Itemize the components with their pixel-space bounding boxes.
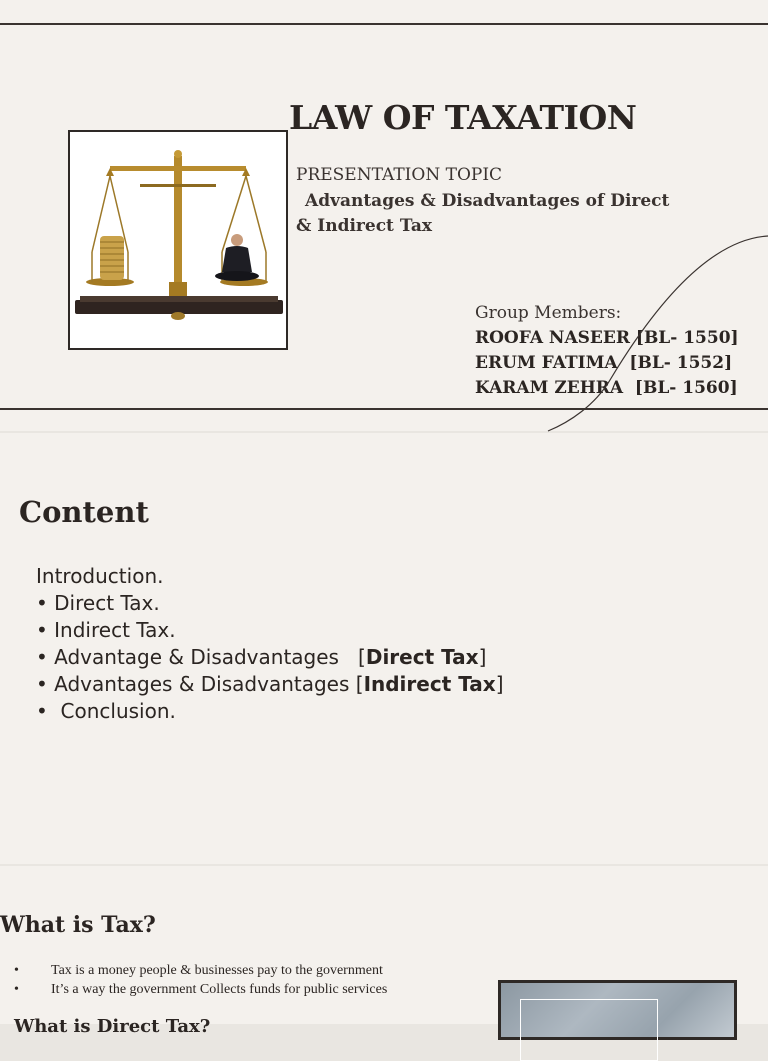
top-rule	[0, 23, 768, 25]
what-is-tax-slide	[0, 866, 768, 1037]
list-item: Introduction.	[36, 564, 164, 588]
list-item: • Conclusion.	[36, 699, 176, 723]
group-members-label: Group Members:	[475, 303, 622, 323]
list-item: • Tax is a money people & businesses pay to the government	[14, 963, 383, 978]
member-3: KARAM ZEHRA [BL- 1560]	[475, 378, 738, 398]
list-item: • Advantages & Disadvantages [Indirect Tax]	[36, 672, 504, 696]
topic-line-2: & Indirect Tax	[296, 216, 432, 236]
content-heading: Content	[19, 495, 149, 529]
what-is-tax-heading: What is Tax?	[0, 912, 156, 938]
list-item: • Advantage & Disadvantages [Direct Tax]	[36, 645, 487, 669]
slide-image	[498, 980, 737, 1040]
balance-scale-icon	[70, 132, 286, 348]
list-item: • Indirect Tax.	[36, 618, 176, 642]
list-item: • It’s a way the government Collects funds for public services	[14, 982, 388, 997]
direct-tax-heading: What is Direct Tax?	[14, 1016, 211, 1037]
member-1: ROOFA NASEER [BL- 1550]	[475, 328, 739, 348]
presentation-topic	[296, 189, 686, 239]
title-slide	[0, 0, 768, 431]
topic-line-1: Advantages & Disadvantages of Direct	[305, 191, 670, 211]
tax-bullets	[14, 961, 387, 999]
content-list	[36, 563, 504, 725]
bottom-rule	[0, 408, 768, 410]
presentation-title: LAW OF TAXATION	[289, 98, 637, 137]
content-slide	[0, 433, 768, 864]
member-2: ERUM FATIMA [BL- 1552]	[475, 353, 733, 373]
topic-label: PRESENTATION TOPIC	[296, 165, 503, 185]
list-item: • Direct Tax.	[36, 591, 160, 615]
scale-of-justice-image	[68, 130, 288, 350]
image-frame	[520, 999, 658, 1061]
